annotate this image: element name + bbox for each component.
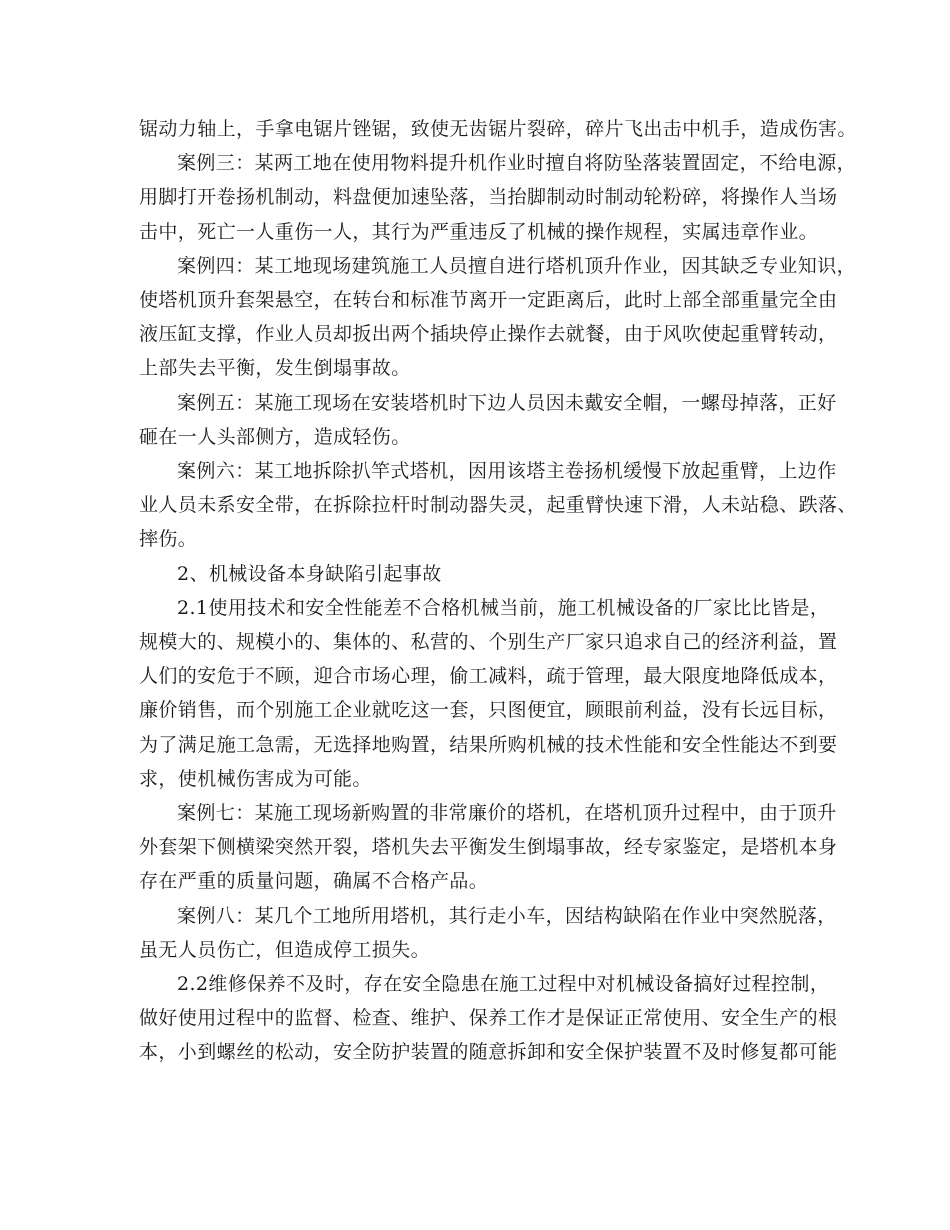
- document-page: [139, 112, 857, 1070]
- text-line: 案例三：某两工地在使用物料提升机作业时擅自将防坠落装置固定，不给电源，: [177, 152, 857, 175]
- text-line: 廉价销售，而个别施工企业就吃这一套，只图便宜，顾眼前利益，没有长远目标，: [139, 699, 838, 722]
- text-line: 2.1使用技术和安全性能差不合格机械当前，施工机械设备的厂家比比皆是，: [177, 596, 830, 619]
- text-line: 砸在一人头部侧方，造成轻伤。: [139, 425, 411, 448]
- text-line: 案例八：某几个工地所用塔机，其行走小车，因结构缺陷在作业中突然脱落，: [177, 904, 837, 927]
- text-line: 人们的安危于不顾，迎合市场心理，偷工减料，疏于管理，最大限度地降低成本，: [139, 665, 838, 688]
- text-line: 锯动力轴上，手拿电锯片锉锯，致使无齿锯片裂碎，碎片飞出击中机手，造成伤害。: [139, 118, 857, 140]
- text-line: 本，小到螺丝的松动，安全防护装置的随意拆卸和安全保护装置不及时修复都可能: [139, 1041, 838, 1064]
- text-line: 案例四：某工地现场建筑施工人员擅自进行塔机顶升作业，因其缺乏专业知识，: [177, 254, 857, 277]
- text-line: 做好使用过程中的监督、检查、维护、保养工作才是保证正常使用、安全生产的根: [139, 1007, 838, 1030]
- text-line: 为了满足施工急需，无选择地购置，结果所购机械的技术性能和安全性能达不到要: [139, 733, 838, 756]
- text-line: 求，使机械伤害成为可能。: [139, 767, 372, 790]
- text-line: 2.2维修保养不及时，存在安全隐患在施工过程中对机械设备搞好过程控制，: [177, 973, 830, 996]
- text-line: 规模大的、规模小的、集体的、私营的、个别生产厂家只追求自己的经济利益，置: [139, 631, 838, 654]
- text-line: 使塔机顶升套架悬空，在转台和标准节离开一定距离后，此时上部全部重量完全由: [139, 289, 838, 312]
- text-line: 业人员未系安全带，在拆除拉杆时制动器失灵，起重臂快速下滑，人未站稳、跌落、: [139, 494, 857, 517]
- text-line: 上部失去平衡，发生倒塌事故。: [139, 357, 411, 380]
- text-line: 虽无人员伤亡，但造成停工损失。: [139, 938, 431, 961]
- text-line: 摔伤。: [139, 528, 198, 551]
- text-line: 击中，死亡一人重伤一人，其行为严重违反了机械的操作规程，实属违章作业。: [139, 220, 819, 243]
- text-line: 案例六：某工地拆除扒竿式塔机，因用该塔主卷扬机缓慢下放起重臂，上边作: [177, 460, 837, 483]
- text-line: 2、机械设备本身缺陷引起事故: [177, 562, 442, 585]
- text-line: 案例五：某施工现场在安装塔机时下边人员因未戴安全帽，一螺母掉落，正好: [177, 391, 837, 414]
- text-line: 案例七：某施工现场新购置的非常廉价的塔机，在塔机顶升过程中，由于顶升: [177, 802, 837, 825]
- text-line: 液压缸支撑，作业人员却扳出两个插块停止操作去就餐，由于风吹使起重臂转动，: [139, 323, 838, 346]
- text-line: 外套架下侧横梁突然开裂，塔机失去平衡发生倒塌事故，经专家鉴定，是塔机本身: [139, 836, 838, 859]
- text-line: 存在严重的质量问题，确属不合格产品。: [139, 870, 489, 893]
- text-line: 用脚打开卷扬机制动，料盘便加速坠落，当抬脚制动时制动轮粉碎，将操作人当场: [139, 186, 838, 209]
